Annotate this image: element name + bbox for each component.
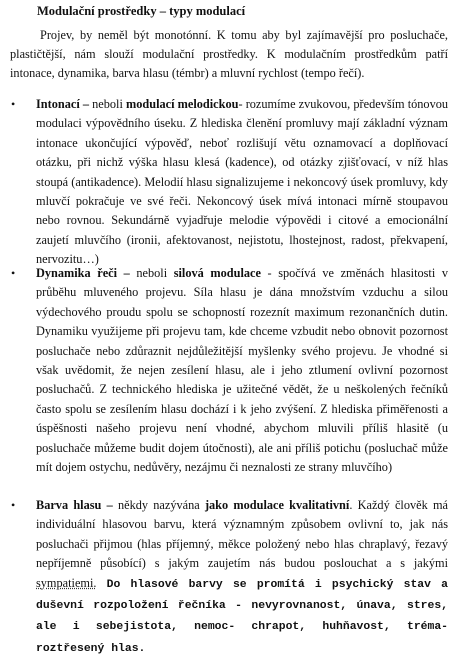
list-item-text	[36, 496, 448, 659]
term-description: - spočívá ve změnách hlasitosti v průběhu mluveného projevu. Síla hlasu je dána množstvím vzduchu a silou výdechového proudu spolu se schopností rozeznít maximum rezonančních dutin. Dynamiku využijeme při projevu tam, kde chceme vzbudit nebo obnovit pozornost posluchače nebo zdůraznit nejdůležitější myšlenky svého projevu. Je vhodné si však uvědomit, že nejen zesílení hlasu, ale i jeho ztlumení ovlivní pozornost posluchačů. Z technického hlediska je užitečné vědět, že u neškolených řečníků často spolu se zesílením hlasu dochází i k jeho zvýšení. Z hlediska přiměřenosti a úspěšnosti našeho projevu není vhodné, abychom mluvili příliš hlasitě (u posluchače můžeme budit dojem útočnosti), ale ani příliš potichu (posluchač může mít dojem ostychu, nedůvěry, nezájmu či neznalosti ze strany mluvčího)	[36, 266, 448, 475]
term-label: Intonací –	[36, 97, 93, 111]
intro-paragraph	[10, 26, 448, 83]
emphasized-text: Do hlasové barvy se promítá i psychický stav a duševní rozpoložení řečníka - nevyrovnanost, únava, stres, ale i sebejistota, nemoc- chrapot, huhňavost, tréma-roztřesený hlas.	[36, 578, 448, 655]
list-item-text	[36, 95, 448, 270]
page-title: Modulační prostředky – typy modulací	[37, 4, 246, 18]
term-connector: neboli	[136, 266, 174, 280]
bullet-icon: •	[11, 97, 16, 111]
term-label-secondary: modulací melodickou	[126, 97, 239, 111]
term-description: . Každý člověk má individuální hlasovou barvu, která významným způsobem ovlivní to, jak nás posluchači přijmou (hlas příjemný, měkce položený nebo hlas chraplavý, řezavý nepříjemně působící) s jakým zaujetím nás budou poslouchat a s jakými	[36, 498, 448, 571]
list-item-text	[36, 264, 448, 477]
bullet-icon: •	[11, 498, 16, 512]
term-description: - rozumíme zvukovou, především tónovou modulaci výpovědního úseku. Z hlediska členění promluvy mají základní význam intonace ukončující výpověď, neboť rozlišují větu oznamovací a doplňovací otázku, při nichž výška hlasu klesá (kadence), od otázky zjišťovací, v níž hlas stoupá (antikadence). Melodií hlasu signalizujeme i nekoncový úsek promluvy, kdy mluvčí pokračuje ve své řeči. Nekoncový úsek mívá intonaci mírně stoupavou nebo rovnou. Sekundárně vyjadřuje melodie výpovědi i citové a emocionální zaujetí mluvčího (ironii, afektovanost, nejistotu, lhostejnost, radost, překvapení, nervozitu…)	[36, 97, 449, 267]
term-label-secondary: silová modulace	[173, 266, 261, 280]
term-label: Dynamika řeči –	[36, 266, 137, 280]
term-connector: někdy nazývána	[117, 498, 205, 512]
term-label: Barva hlasu –	[36, 498, 118, 512]
term-label-secondary: jako modulace kvalitativní	[204, 498, 350, 512]
intro-text: Projev, by neměl být monotónní. K tomu aby byl zajímavější pro posluchače, plastičtější, nám slouží modulační prostředky. K modulačním prostředkům patří intonace, dynamika, barva hlasu (témbr) a mluvní rychlost (tempo řečí).	[10, 28, 448, 80]
term-connector: neboli	[92, 97, 127, 111]
bullet-icon: •	[11, 266, 16, 280]
underlined-word: sympatiemi.	[36, 575, 97, 590]
